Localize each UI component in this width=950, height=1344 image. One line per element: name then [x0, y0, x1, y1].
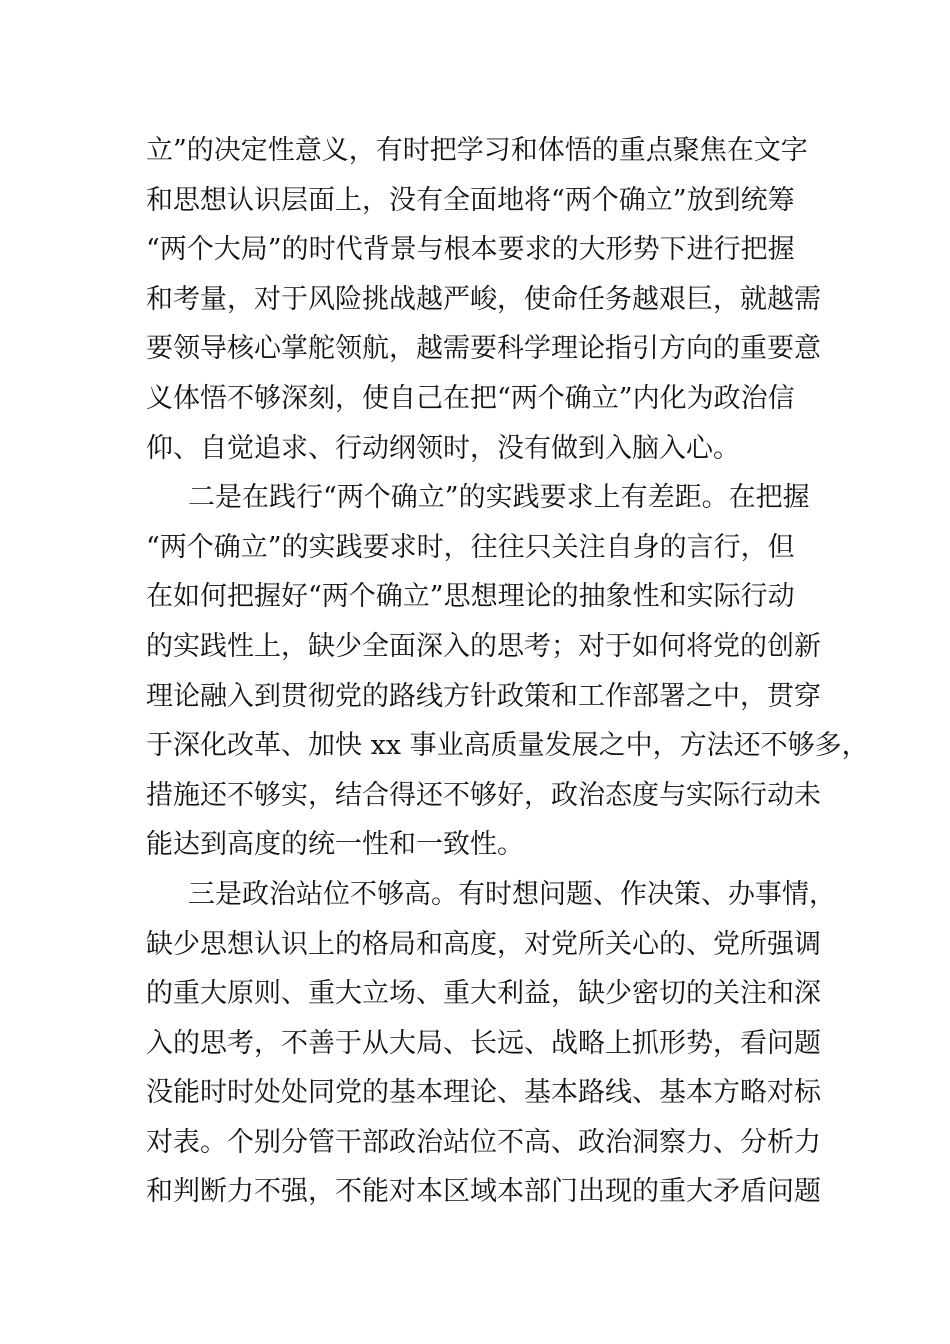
text-line: 理论融入到贯彻党的路线方针政策和工作部署之中，贯穿	[146, 680, 821, 712]
text-line: 的实践性上，缺少全面深入的思考；对于如何将党的创新	[146, 630, 821, 662]
text-line: 能达到高度的统一性和一致性。	[146, 829, 524, 861]
text-line: 三是政治站位不够高。有时想问题、作决策、办事情，	[188, 878, 836, 910]
text-line: “两个大局”的时代背景与根本要求的大形势下进行把握	[146, 234, 795, 266]
text-line: 要领导核心掌舵领航，越需要科学理论指引方向的重要意	[146, 333, 821, 365]
paragraph-3	[146, 870, 846, 1217]
text-line: 和考量，对于风险挑战越严峻，使命任务越艰巨，就越需	[146, 283, 821, 315]
text-line: 仰、自觉追求、行动纲领时，没有做到入脑入心。	[146, 432, 740, 464]
text-line: 没能时时处处同党的基本理论、基本路线、基本方略对标	[146, 1077, 821, 1109]
text-line: 对表。个别分管干部政治站位不高、政治洞察力、分析力	[146, 1126, 821, 1158]
text-line: 二是在践行“两个确立”的实践要求上有差距。在把握	[188, 482, 810, 514]
text-line: 立”的决定性意义，有时把学习和体悟的重点聚焦在文字	[146, 135, 808, 166]
document-body	[146, 126, 869, 1217]
text-line: 和判断力不强，不能对本区域本部门出现的重大矛盾问题	[146, 1176, 821, 1208]
text-line: 的重大原则、重大立场、重大利益，缺少密切的关注和深	[146, 978, 821, 1010]
text-line: 和思想认识层面上，没有全面地将“两个确立”放到统筹	[146, 184, 795, 216]
text-line: 在如何把握好“两个确立”思想理论的抽象性和实际行动	[146, 581, 795, 613]
paragraph-1	[146, 126, 846, 473]
text-line: 义体悟不够深刻，使自己在把“两个确立”内化为政治信	[146, 382, 795, 414]
text-line: 缺少思想认识上的格局和高度，对党所关心的、党所强调	[146, 928, 821, 960]
text-line: “两个确立”的实践要求时，往往只关注自身的言行，但	[146, 531, 795, 563]
text-line: 入的思考，不善于从大局、长远、战略上抓形势，看问题	[146, 1027, 821, 1059]
text-line: 措施还不够实，结合得还不够好，政治态度与实际行动未	[146, 779, 821, 811]
paragraph-2	[146, 473, 869, 870]
text-line: 于深化改革、加快 xx 事业高质量发展之中，方法还不够多，	[146, 730, 869, 762]
